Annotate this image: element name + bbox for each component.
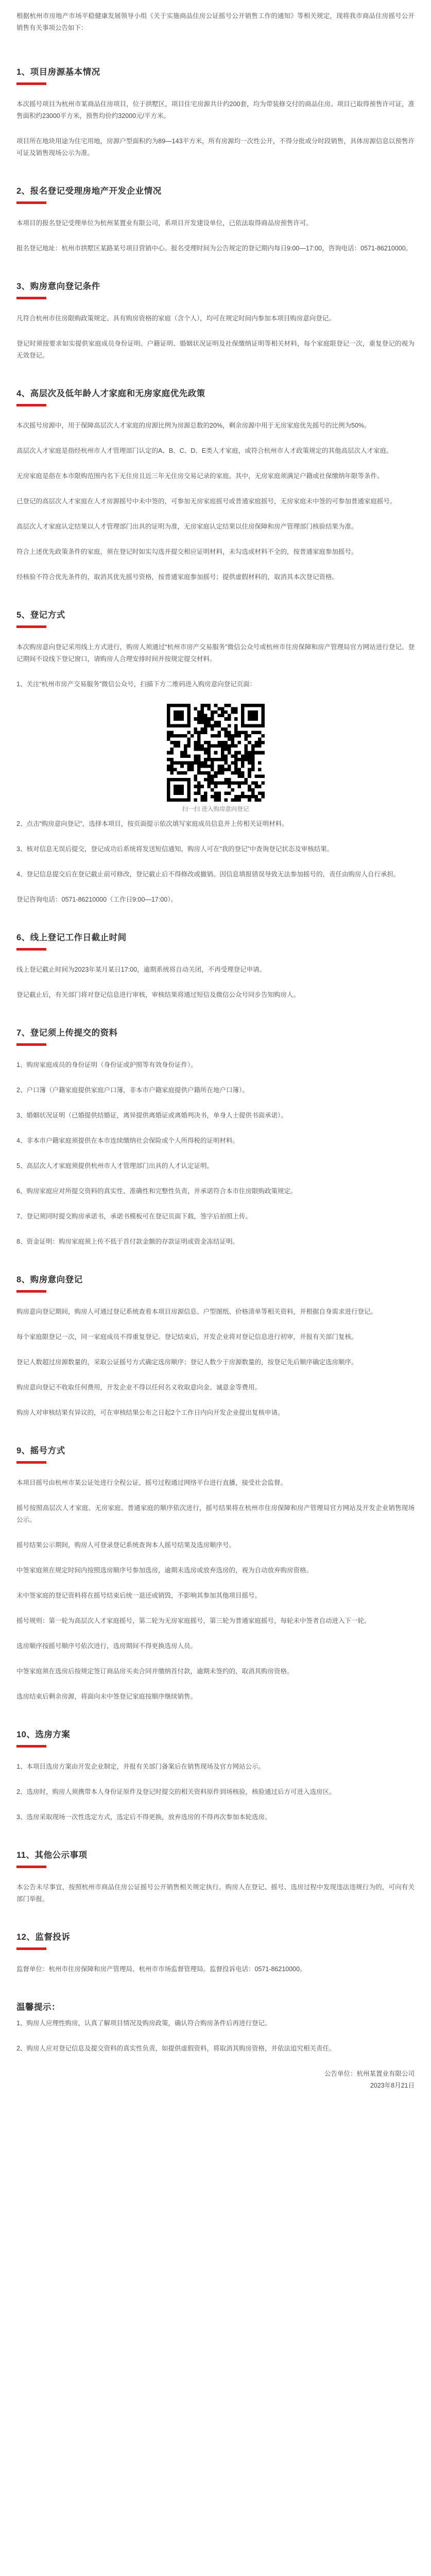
- section-4: [16, 386, 415, 583]
- paragraph: 摇号规则：第一轮为高层次人才家庭摇号，第二轮为无房家庭摇号，第三轮为普通家庭摇号，每轮未中签者自动进入下一轮。: [16, 1617, 371, 1624]
- intro-paragraph: 根据杭州市房地产市场平稳健康发展领导小组《关于实施商品住房公证摇号公开销售工作的通知》等相关规定，现将我市商品住房摇号公开销售有关事项公告如下：: [16, 12, 415, 31]
- paragraph: 凡符合杭州市住房限购政策规定、具有购房资格的家庭（含个人），均可在规定时间内参加本项目购房意向登记。: [16, 315, 335, 322]
- paragraph: 1、本项目选房方案由开发企业制定，并报有关部门备案后在销售现场及官方网站公示。: [16, 1763, 265, 1770]
- paragraph: 登记时须按要求如实提供家庭成员身份证明、户籍证明、婚姻状况证明及社保缴纳证明等相关材料，每个家庭限登记一次，重复登记的视为无效登记。: [16, 340, 415, 359]
- section-7: [16, 1026, 415, 1248]
- qr-caption: 扫一扫 进入购房意向登记: [182, 806, 249, 812]
- section-1: [16, 65, 415, 159]
- paragraph: 1、购房人应理性购房，认真了解项目情况及购房政策，确认符合购房条件后再进行登记。: [16, 2020, 271, 2027]
- paragraph: 中签家庭须在选房后按规定签订商品房买卖合同并缴纳首付款，逾期未签约的，取消其购房资格。: [16, 1668, 294, 1675]
- section-title: 1、项目房源基本情况: [16, 67, 100, 77]
- paragraph: 3、核对信息无误后提交，登记成功后系统将发送短信通知，购房人可在“我的登记”中查询登记状态及审核结果。: [16, 845, 334, 853]
- section-divider: [16, 1947, 46, 1950]
- section-divider: [16, 404, 46, 406]
- section-divider: [16, 1866, 46, 1868]
- section-2: [16, 184, 415, 255]
- paragraph: 2、购房人应对登记信息及提交资料的真实性负责，如提供虚假资料，将取消其购房资格，并依法追究相关责任。: [16, 2045, 336, 2052]
- paragraph: 购房人对审核结果有异议的，可在审核结果公布之日起2个工作日内向开发企业提出复核申请。: [16, 1409, 284, 1416]
- paragraph: 2、点击“购房意向登记”，选择本项目，按页面提示依次填写家庭成员信息并上传相关证明材料。: [16, 820, 288, 827]
- paragraph: 本次购房意向登记采用线上方式进行，购房人须通过“杭州市房产交易服务”微信公众号或杭州市住房保障和房产管理局官方网站进行登记。登记期间不设线下登记窗口，请购房人合理安排时间并按规定提交材料。: [16, 643, 415, 663]
- section-title: 6、线上登记工作日截止时间: [16, 933, 127, 942]
- paragraph: 本次摇号房源中，用于保障高层次人才家庭的房源比例为房源总数的20%，剩余房源中用于无房家庭优先摇号的比例为50%。: [16, 422, 371, 429]
- paragraph: 高层次人才家庭是指经杭州市人才管理部门认定的A、B、C、D、E类人才家庭，或符合杭州市人才政策规定的其他高层次人才家庭。: [16, 447, 393, 454]
- notice-section: [16, 2000, 415, 2055]
- paragraph: 1、购房家庭成员的身份证明（身份证或护照等有效身份证件）。: [16, 1061, 197, 1069]
- paragraph: 中签家庭须在规定时间内按照选房顺序号参加选房，逾期未选房或放弃选房的，视为自动放弃购房资格。: [16, 1567, 313, 1574]
- signature-block: [16, 2068, 415, 2092]
- section-5: [16, 608, 415, 906]
- section-title: 7、登记须上传提交的资料: [16, 1028, 118, 1038]
- paragraph: 1、关注“杭州市房产交易服务”微信公众号，扫描下方二维码进入购房意向登记页面：: [16, 681, 256, 688]
- paragraph: 摇号结果公示期间，购房人可登录登记系统查询本人摇号结果及选房顺序号。: [16, 1541, 236, 1549]
- paragraph: 监督单位：杭州市住房保障和房产管理局、杭州市市场监督管理局。监督投诉电话：0571-86210000。: [16, 1965, 306, 1973]
- paragraph: 5、高层次人才家庭须提供杭州市人才管理部门出具的人才认定证明。: [16, 1162, 213, 1170]
- paragraph: 无房家庭是指在本市限购范围内名下无住房且近三年无住房交易记录的家庭。其中，无房家庭须满足户籍或社保缴纳年限等条件。: [16, 472, 384, 480]
- paragraph: 选房顺序按摇号顺序号依次进行，选房期间不得更换选房人员。: [16, 1642, 197, 1650]
- paragraph: 登记咨询电话：0571-86210000（工作日9:00—17:00）。: [16, 896, 177, 903]
- paragraph: 已登记的高层次人才家庭在人才房源摇号中未中签的，可参加无房家庭摇号或普通家庭摇号，无房家庭未中签的可参加普通家庭摇号。: [16, 498, 396, 505]
- paragraph: 报名登记地址：杭州市拱墅区某路某号项目营销中心。报名受理时间为公告规定的登记期内每日9:00—17:00，咨询电话：0571-86210000。: [16, 245, 412, 252]
- paragraph: 2、户口簿（户籍家庭提供家庭户口簿，非本市户籍家庭提供户籍所在地户口簿）。: [16, 1087, 249, 1094]
- paragraph: 符合上述优先政策条件的家庭，须在登记时如实勾选并提交相应证明材料，未勾选或材料不全的，按普通家庭参加摇号。: [16, 548, 358, 555]
- section-title: 11、其他公示事项: [16, 1851, 88, 1860]
- section-title: 4、高层次及低年龄人才家庭和无房家庭优先政策: [16, 389, 205, 398]
- signature-date: 2023年8月21日: [370, 2082, 415, 2089]
- section-divider: [16, 948, 46, 951]
- notice-title: 温馨提示：: [16, 2003, 60, 2012]
- paragraph: 本公告未尽事宜，按照杭州市商品住房公证摇号公开销售相关规定执行。购房人在登记、摇号、选房过程中发现违法违规行为的，可向有关部门举报。: [16, 1884, 415, 1903]
- paragraph: 登记截止后，有关部门将对登记信息进行审核，审核结果将通过短信及微信公众号同步告知购房人。: [16, 991, 300, 998]
- section-11: [16, 1848, 415, 1905]
- section-title: 8、购房意向登记: [16, 1275, 83, 1284]
- section-divider: [16, 82, 46, 85]
- paragraph: 摇号按照高层次人才家庭、无房家庭、普通家庭的顺序依次进行，摇号结果将在杭州市住房保障和房产管理局官方网站及开发企业销售现场公示。: [16, 1504, 415, 1523]
- section-divider: [16, 1745, 46, 1748]
- section-3: [16, 279, 415, 362]
- section-10: [16, 1727, 415, 1823]
- paragraph: 3、选房采取现场一次性选定方式，选定后不得更换，放弃选房的不得再次参加本轮选房。: [16, 1814, 271, 1821]
- paragraph: 选房结束后剩余房源，将面向未中签登记家庭按顺序继续销售。: [16, 1693, 197, 1700]
- section-divider: [16, 297, 46, 299]
- paragraph: 未中签家庭的登记资料将在摇号结束后统一退还或销毁，不影响其参加其他项目摇号。: [16, 1592, 262, 1599]
- qr-code-block: [162, 704, 270, 813]
- signature-org: 公告单位：杭州某置业有限公司: [324, 2070, 415, 2077]
- paragraph: 3、婚姻状况证明（已婚提供结婚证，离异提供离婚证或离婚判决书，单身人士提供书面承诺）。: [16, 1112, 287, 1119]
- paragraph: 本项目摇号由杭州市某公证处进行全程公证，摇号过程通过网络平台进行直播，接受社会监督。: [16, 1479, 287, 1486]
- paragraph: 本次摇号项目为杭州市某商品住房项目，位于拱墅区，项目住宅房源共计约200套，均为带装修交付的商品住房。项目已取得预售许可证，准售面积约23000平方米，预售均价约32000元/平方米。: [16, 100, 415, 120]
- section-divider: [16, 201, 46, 204]
- section-title: 9、摇号方式: [16, 1446, 65, 1455]
- paragraph: 高层次人才家庭认定结果以人才管理部门出具的证明为准，无房家庭认定结果以住房保障和房产管理部门核验结果为准。: [16, 523, 358, 530]
- paragraph: 2、选房时，购房人须携带本人身份证原件及登记时提交的相关资料原件到场核验，核验通过后方可进入选房区。: [16, 1788, 336, 1795]
- section-title: 3、购房意向登记条件: [16, 282, 100, 291]
- section-divider: [16, 1043, 46, 1046]
- paragraph: 4、非本市户籍家庭须提供在本市连续缴纳社会保险或个人所得税的证明材料。: [16, 1137, 239, 1144]
- paragraph: 每个家庭限登记一次，同一家庭成员不得重复登记。登记结束后，开发企业将对登记信息进行初审，并报有关部门复核。: [16, 1333, 358, 1341]
- qr-code-image[interactable]: [167, 704, 265, 802]
- paragraph: 8、资金证明：购房家庭须上传不低于首付款金额的存款证明或资金冻结证明。: [16, 1238, 239, 1245]
- section-title: 12、监督投诉: [16, 1933, 71, 1942]
- paragraph: 本项目的报名登记受理单位为杭州某置业有限公司，系项目开发建设单位，已依法取得商品房预售许可。: [16, 219, 313, 227]
- paragraph: 经核验不符合优先条件的，取消其优先摇号资格，按普通家庭参加摇号；提供虚假材料的，取消其本次登记资格。: [16, 573, 339, 581]
- section-8: [16, 1273, 415, 1419]
- section-12: [16, 1930, 415, 1975]
- paragraph: 购房意向登记不收取任何费用，开发企业不得以任何名义收取意向金、诚意金等费用。: [16, 1384, 262, 1391]
- paragraph: 7、登记须同时提交购房承诺书，承诺书模板可在登记页面下载，签字后拍照上传。: [16, 1213, 252, 1220]
- section-title: 2、报名登记受理房地产开发企业情况: [16, 187, 162, 196]
- section-divider: [16, 1290, 46, 1293]
- section-divider: [16, 1461, 46, 1464]
- paragraph: 线上登记截止时间为2023年某月某日17:00，逾期系统将自动关闭，不再受理登记申请。: [16, 966, 266, 973]
- section-title: 10、选房方案: [16, 1730, 71, 1739]
- paragraph: 4、登记信息提交后在登记截止前可修改，登记截止后不得修改或撤销。因信息填报错误导致无法参加摇号的，责任由购房人自行承担。: [16, 871, 400, 878]
- paragraph: 项目所在地块用途为住宅用地，房源户型面积约为89—143平方米，所有房源均一次性公开，不得分批或分时段销售，具体房源信息以预售许可证及销售现场公示为准。: [16, 138, 415, 157]
- paragraph: 6、购房家庭应对所提交资料的真实性、准确性和完整性负责，并承诺符合本市住房限购政策规定。: [16, 1188, 297, 1195]
- section-title: 5、登记方式: [16, 611, 65, 620]
- paragraph: 购房意向登记期间，购房人可通过登记系统查看本项目房源信息、户型图纸、价格清单等相关资料，并根据自身需求进行登记。: [16, 1308, 377, 1315]
- paragraph: 登记人数超过房源数量的，采取公证摇号方式确定选房顺序；登记人数少于房源数量的，按登记先后顺序确定选房顺序。: [16, 1359, 358, 1366]
- section-6: [16, 930, 415, 1001]
- section-9: [16, 1444, 415, 1703]
- section-divider: [16, 625, 46, 628]
